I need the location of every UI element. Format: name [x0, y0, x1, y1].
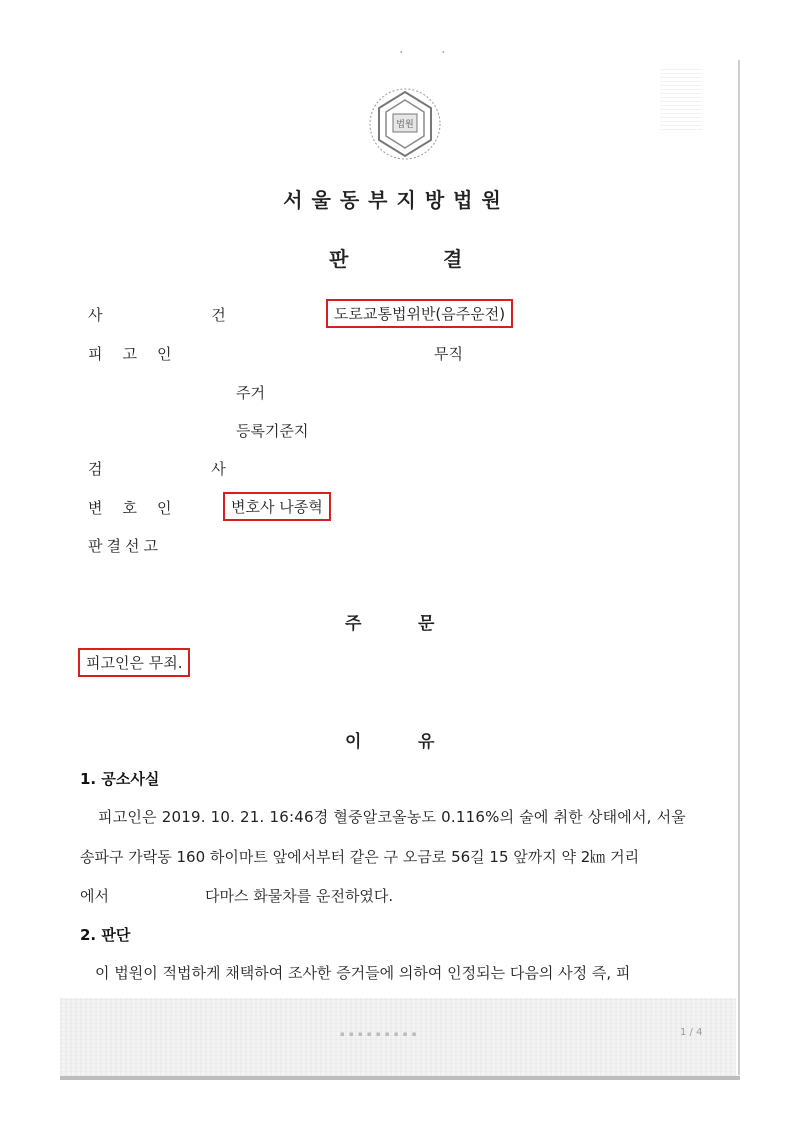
court-name: 서울동부지방법원 [283, 188, 510, 212]
case-value: 도로교통법위반(음주운전) [326, 299, 513, 328]
order-title-part2: 문 [418, 614, 435, 634]
page-number: 1 / 4 [680, 1027, 703, 1038]
footer-fine-print: ▪ ▪ ▪ ▪ ▪ ▪ ▪ ▪ ▪ [340, 1030, 418, 1038]
defendant-label: 피고인 [88, 345, 192, 363]
section-1-line-2: 송파구 가락동 160 하이마트 앞에서부터 같은 구 오금로 56길 15 앞까지 약 2㎞ 거리 [80, 848, 640, 866]
judgment-title-part2: 결 [443, 247, 463, 271]
counsel-value: 변호사 나종혁 [223, 492, 331, 521]
court-seal-logo [365, 86, 445, 162]
svg-text:법원: 법원 [396, 120, 414, 130]
section-1-heading: 1. 공소사실 [80, 770, 160, 788]
section-1-line-3b: 다마스 화물차를 운전하였다. [205, 887, 394, 905]
judgment-title-part1: 판 [329, 247, 349, 271]
scan-smudge [660, 66, 702, 130]
scan-mark: ' [400, 50, 403, 59]
reasons-title-part2: 유 [418, 732, 435, 752]
registry-label: 등록기준지 [236, 422, 309, 440]
prosecutor-label: 검 사 [88, 460, 278, 478]
section-1-line-3a: 에서 [80, 887, 109, 905]
scan-mark: ' [442, 50, 445, 59]
order-title-part1: 주 [345, 614, 362, 634]
section-2-heading: 2. 판단 [80, 926, 131, 944]
case-label: 사 건 [88, 306, 278, 324]
section-2-line-1: 이 법원이 적법하게 채택하여 조사한 증거들에 의하여 인정되는 다음의 사정 즉, 피 [95, 964, 631, 982]
section-1-line-1: 피고인은 2019. 10. 21. 16:46경 혈중알코올농도 0.116%의 술에 취한 상태에서, 서울 [98, 808, 686, 826]
counsel-label: 변호인 [88, 499, 192, 517]
defendant-occupation: 무직 [434, 345, 463, 363]
page-edge-bottom [60, 1076, 740, 1080]
address-label: 주거 [236, 384, 265, 402]
order-text: 피고인은 무죄. [78, 648, 190, 677]
verdict-date-label: 판결선고 [88, 537, 162, 555]
reasons-title-part1: 이 [345, 732, 362, 752]
